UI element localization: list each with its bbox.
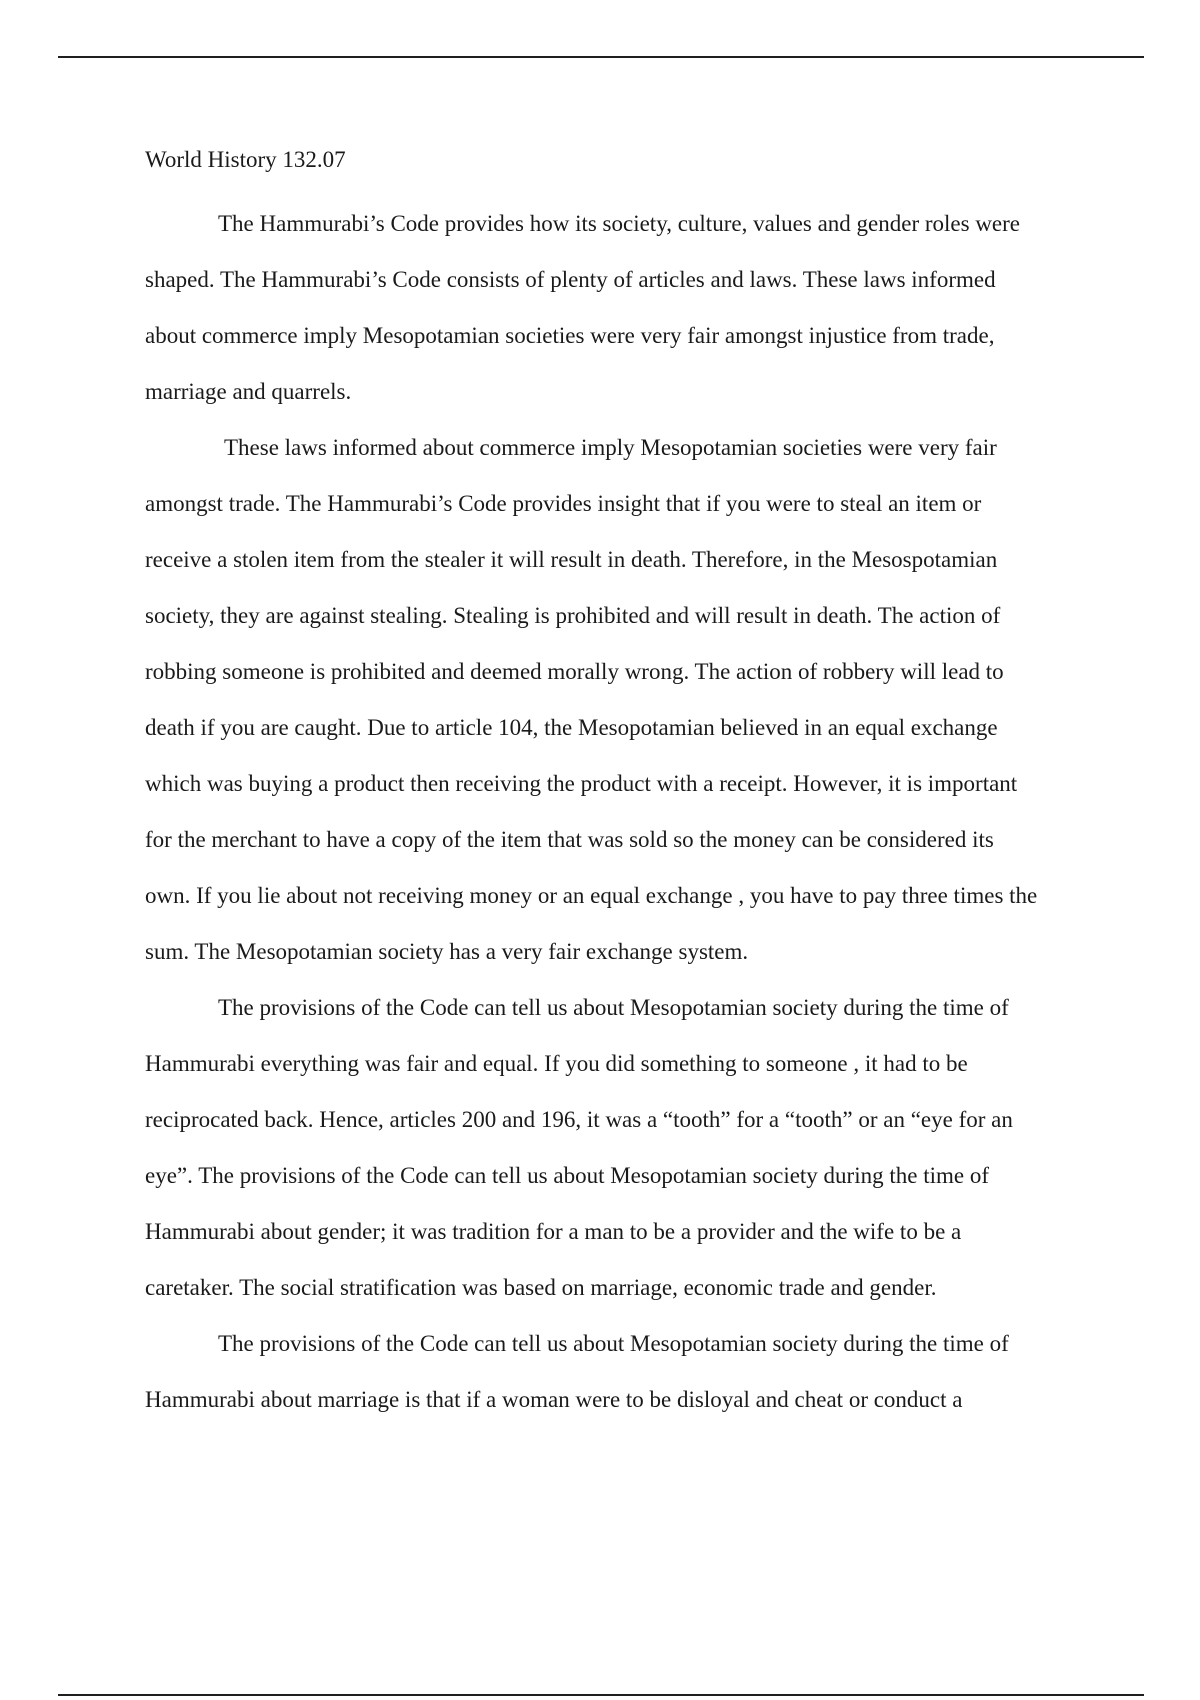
paragraph-line: Hammurabi about marriage is that if a woman were to be disloyal and cheat or conduct a [145, 1387, 963, 1412]
paragraph-line: Hammurabi about gender; it was tradition for a man to be a provider and the wife to be a [145, 1219, 962, 1244]
paragraph-line: marriage and quarrels. [145, 379, 352, 404]
paragraph-line: amongst trade. The Hammurabi’s Code provides insight that if you were to steal an item or [145, 491, 982, 516]
paragraph-line: caretaker. The social stratification was based on marriage, economic trade and gender. [145, 1275, 937, 1300]
paragraph-line: The Hammurabi’s Code provides how its society, culture, values and gender roles were [218, 211, 1021, 236]
paragraph-line: receive a stolen item from the stealer it will result in death. Therefore, in the Mesospotamian [145, 547, 998, 572]
paragraph-line: These laws informed about commerce imply Mesopotamian societies were very fair [224, 435, 997, 460]
paragraph-line: shaped. The Hammurabi’s Code consists of plenty of articles and laws. These laws informed [145, 267, 996, 292]
header-rule [58, 56, 1144, 58]
paragraph-1 [145, 196, 1095, 420]
course-heading: World History 132.07 [145, 147, 346, 172]
paragraph-line: sum. The Mesopotamian society has a very fair exchange system. [145, 939, 749, 964]
footer-rule [58, 1694, 1144, 1696]
paragraph-line: death if you are caught. Due to article 104, the Mesopotamian believed in an equal exchange [145, 715, 998, 740]
paragraph-line: society, they are against stealing. Stealing is prohibited and will result in death. The action of [145, 603, 1001, 628]
paragraph-line: which was buying a product then receiving the product with a receipt. However, it is important [145, 771, 1018, 796]
document-body [145, 140, 1095, 1428]
paragraph-line: Hammurabi everything was fair and equal. If you did something to someone , it had to be [145, 1051, 968, 1076]
paragraph-3 [145, 980, 1095, 1316]
paragraph-line: robbing someone is prohibited and deemed morally wrong. The action of robbery will lead to [145, 659, 1004, 684]
paragraph-line: about commerce imply Mesopotamian societies were very fair amongst injustice from trade, [145, 323, 995, 348]
paragraph-line: for the merchant to have a copy of the item that was sold so the money can be considered its [145, 827, 994, 852]
paragraph-line: The provisions of the Code can tell us about Mesopotamian society during the time of [218, 995, 1009, 1020]
paragraph-line: The provisions of the Code can tell us about Mesopotamian society during the time of [218, 1331, 1009, 1356]
paragraph-line: own. If you lie about not receiving money or an equal exchange , you have to pay three times the [145, 883, 1038, 908]
paragraph-line: reciprocated back. Hence, articles 200 and 196, it was a “tooth” for a “tooth” or an “eye for an [145, 1107, 1013, 1132]
paragraph-line: eye”. The provisions of the Code can tell us about Mesopotamian society during the time of [145, 1163, 989, 1188]
paragraph-2 [145, 420, 1095, 980]
paragraph-4 [145, 1316, 1095, 1428]
